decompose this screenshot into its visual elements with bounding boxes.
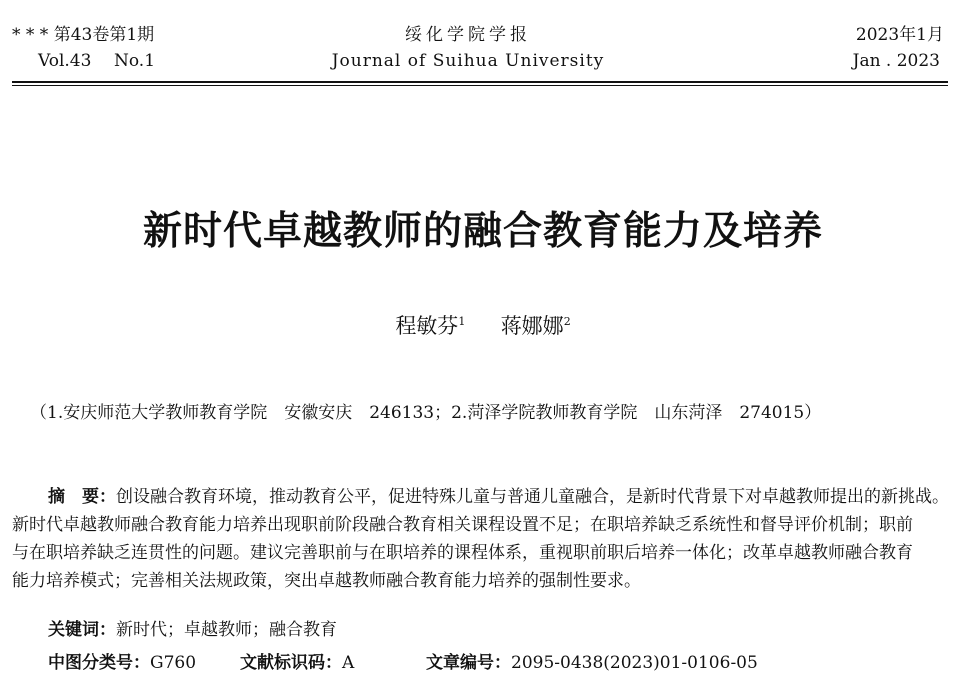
- author-affil-mark: 1: [458, 315, 466, 328]
- abstract-text: 创设融合教育环境，推动教育公平，促进特殊儿童与普通儿童融合，是新时代背景下对卓越教师提出的新挑战。: [116, 487, 949, 507]
- clc-number: [48, 648, 196, 673]
- paper-title: 新时代卓越教师的融合教育能力及培养: [142, 209, 823, 254]
- journal-name-en: Journal of Suihua University: [331, 51, 605, 71]
- keywords-value: 新时代；卓越教师；融合教育: [116, 620, 337, 640]
- author-list: [0, 310, 966, 340]
- abstract-line-4: 能力培养模式；完善相关法规政策，突出卓越教师融合教育能力培养的强制性要求。: [12, 571, 641, 591]
- journal-volume-en: Vol.43: [38, 51, 92, 71]
- journal-issue-en: No.1: [114, 51, 156, 71]
- author-name: 程敏芬: [395, 314, 459, 338]
- header-rule-thick: [12, 81, 948, 83]
- keywords-label: 关键词：: [48, 620, 116, 640]
- journal-name-cn: 绥化学院学报: [405, 25, 531, 45]
- affiliations: （1.安庆师范大学教师教育学院 安徽安庆 246133；2.菏泽学院教师教育学院 山东菏泽 274015）: [30, 403, 822, 423]
- article-label: 文章编号：: [426, 653, 511, 673]
- journal-volume-issue: * * * 第43卷第1期: [12, 25, 155, 45]
- keywords: [48, 615, 337, 640]
- publish-date-cn: 2023年1月: [855, 25, 944, 45]
- document-code: [240, 648, 354, 673]
- abstract-line-2: 新时代卓越教师融合教育能力培养出现职前阶段融合教育相关课程设置不足；在职培养缺乏系统性和督导评价机制；职前: [12, 515, 913, 535]
- clc-value: G760: [150, 653, 197, 673]
- author-name: 蒋娜娜: [500, 314, 564, 338]
- abstract-line-3: 与在职培养缺乏连贯性的问题。建议完善职前与在职培养的课程体系，重视职前职后培养一体化；改革卓越教师融合教育: [12, 543, 913, 563]
- article-number: [426, 648, 758, 673]
- author-affil-mark: 2: [563, 315, 571, 328]
- abstract-line-1: [48, 483, 949, 511]
- doc-label: 文献标识码：: [240, 653, 342, 673]
- doc-value: A: [342, 653, 355, 673]
- article-value: 2095-0438(2023)01-0106-05: [511, 653, 758, 673]
- abstract-label: 摘 要：: [48, 487, 116, 507]
- publish-date-en: Jan . 2023: [852, 51, 940, 71]
- header-rule-thin: [12, 85, 948, 86]
- clc-label: 中图分类号：: [48, 653, 150, 673]
